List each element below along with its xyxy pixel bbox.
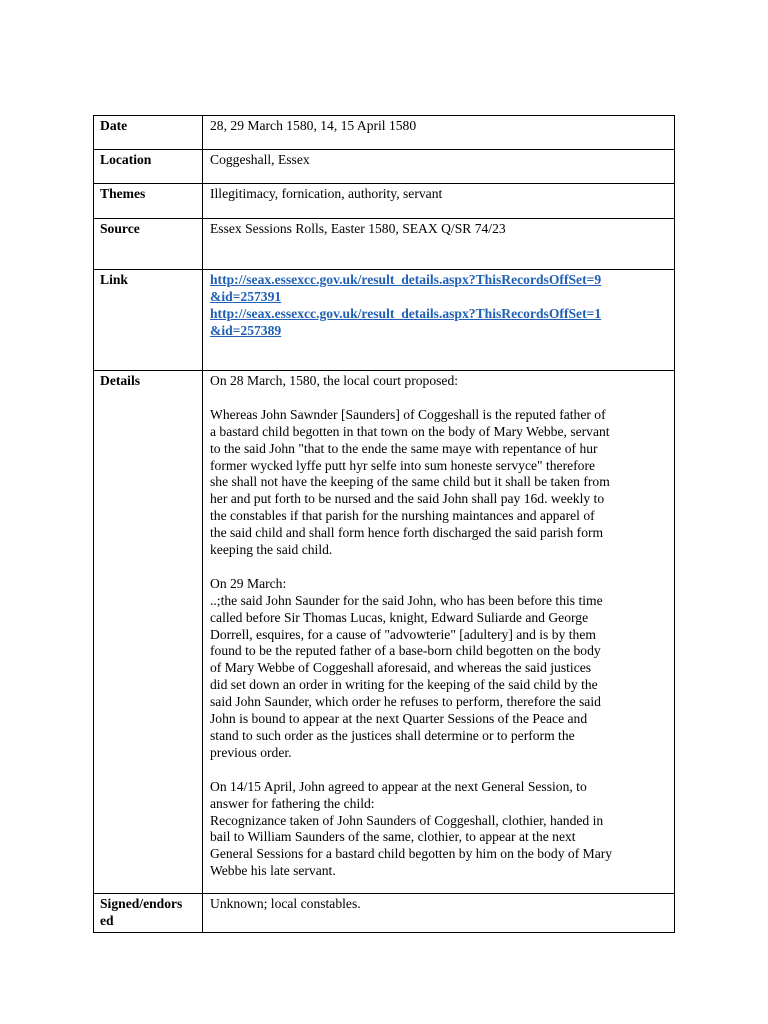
details-p3-line: answer for fathering the child: <box>210 795 375 811</box>
details-p2-line: did set down an order in writing for the keeping of the said child by the <box>210 677 598 693</box>
row-date <box>94 116 675 150</box>
row-link <box>94 270 675 371</box>
details-p1-line: her and put forth to be nursed and the said John shall pay 16d. weekly to <box>210 491 605 507</box>
details-p2-line: called before Sir Thomas Lucas, knight, Edward Suliarde and George <box>210 609 589 625</box>
details-p1-line: Whereas John Sawnder [Saunders] of Coggeshall is the reputed father of <box>210 406 606 422</box>
details-paragraph-3 <box>210 779 668 880</box>
row-signed <box>94 894 675 933</box>
signed-label <box>94 894 203 933</box>
source-value: Essex Sessions Rolls, Easter 1580, SEAX Q/SR 74/23 <box>203 219 675 270</box>
details-p2-line: found to be the reputed father of a base-born child begotten on the body <box>210 643 601 659</box>
link-label: Link <box>94 270 203 371</box>
details-p2-line: previous order. <box>210 744 292 760</box>
row-details <box>94 371 675 894</box>
details-p3-line: Webbe his late servant. <box>210 863 336 879</box>
date-label: Date <box>94 116 203 150</box>
signed-label-line1: Signed/endors <box>100 896 183 911</box>
seax-link-2-line1: http://seax.essexcc.gov.uk/result_details.aspx?ThisRecordsOffSet=1 <box>210 305 602 321</box>
details-intro: On 28 March, 1580, the local court proposed: <box>210 373 459 388</box>
signed-value: Unknown; local constables. <box>203 894 675 933</box>
details-p2-line: On 29 March: <box>210 575 287 591</box>
details-label: Details <box>94 371 203 894</box>
seax-link-1-line1: http://seax.essexcc.gov.uk/result_details.aspx?ThisRecordsOffSet=9 <box>210 272 602 287</box>
details-paragraph-2 <box>210 576 668 762</box>
seax-link-2-line2: &id=257389 <box>210 322 282 338</box>
date-value: 28, 29 March 1580, 14, 15 April 1580 <box>203 116 675 150</box>
details-p2-line: of Mary Webbe of Coggeshall aforesaid, and whereas the said justices <box>210 660 592 676</box>
details-p3-line: Recognizance taken of John Saunders of Coggeshall, clothier, handed in <box>210 812 604 828</box>
details-paragraph-1 <box>210 407 668 559</box>
row-source <box>94 219 675 270</box>
details-p1-line: the constables if that parish for the nurshing maintances and apparel of <box>210 508 595 524</box>
row-themes <box>94 184 675 219</box>
signed-label-line2: ed <box>100 912 114 928</box>
location-value: Coggeshall, Essex <box>203 150 675 184</box>
details-p1-line: the said child and shall form hence forth discharged the said parish form <box>210 525 604 541</box>
link-value <box>203 270 675 371</box>
details-p2-line: said John Saunder, which order he refuses to perform, therefore the said <box>210 694 601 710</box>
record-table <box>93 115 675 933</box>
details-p1-line: she shall not have the keeping of the same child but it shall be taken from <box>210 474 610 490</box>
details-p2-line: ..;the said John Saunder for the said John, who has been before this time <box>210 592 603 608</box>
location-label: Location <box>94 150 203 184</box>
details-p1-line: former wycked lyffe putt hyr selfe into sum honeste servyce" therefore <box>210 457 596 473</box>
themes-value: Illegitimacy, fornication, authority, servant <box>203 184 675 219</box>
source-label: Source <box>94 219 203 270</box>
row-location <box>94 150 675 184</box>
details-p2-line: John is bound to appear at the next Quarter Sessions of the Peace and <box>210 711 588 727</box>
details-p3-line: General Sessions for a bastard child begotten by him on the body of Mary <box>210 846 613 862</box>
seax-link-1[interactable] <box>210 272 668 306</box>
details-value <box>203 371 675 894</box>
details-p3-line: bail to William Saunders of the same, clothier, to appear at the next <box>210 829 576 845</box>
details-p3-line: On 14/15 April, John agreed to appear at the next General Session, to <box>210 778 587 794</box>
seax-link-1-line2: &id=257391 <box>210 288 282 304</box>
details-p1-line: keeping the said child. <box>210 542 333 558</box>
seax-link-2[interactable] <box>210 306 668 340</box>
themes-label: Themes <box>94 184 203 219</box>
details-p2-line: Dorrell, esquires, for a cause of "advowterie" [adultery] and is by them <box>210 626 596 642</box>
details-p1-line: to the said John "that to the ende the same maye with repentance of hur <box>210 440 598 456</box>
details-p1-line: a bastard child begotten in that town on the body of Mary Webbe, servant <box>210 423 610 439</box>
details-p2-line: stand to such order as the justices shall determine or to perform the <box>210 728 575 743</box>
